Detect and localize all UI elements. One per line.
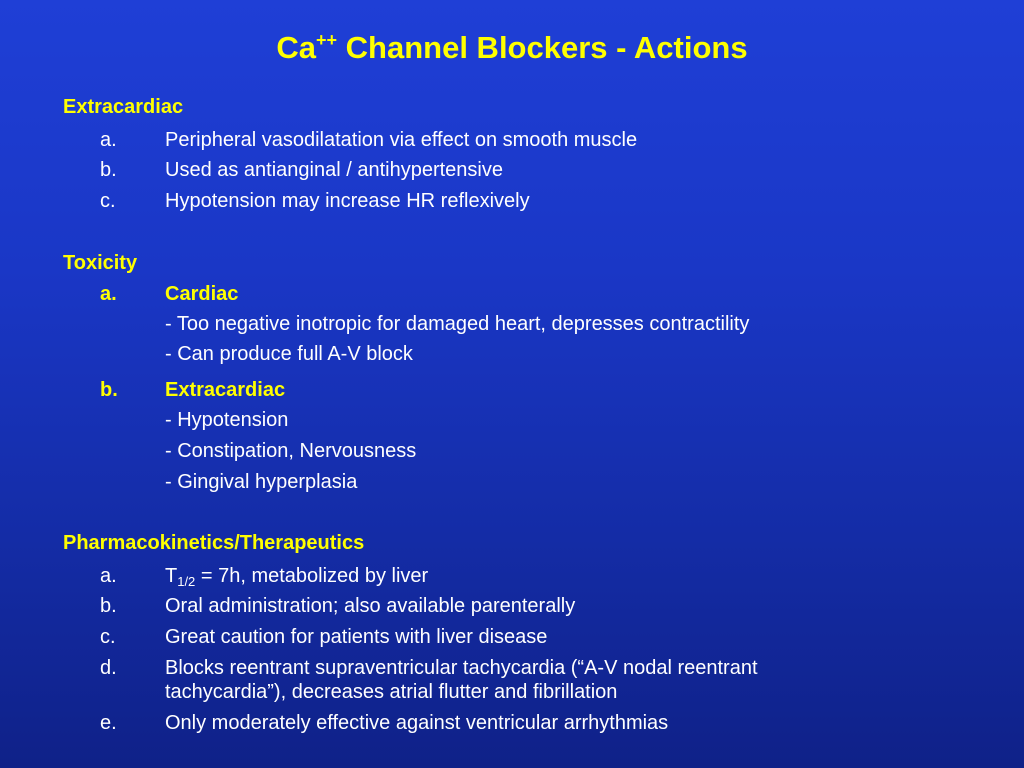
title-prefix: Ca <box>276 30 317 65</box>
extracardiac-heading: Extracardiac <box>63 96 184 118</box>
cardiac-point: - Can produce full A-V block <box>165 343 413 365</box>
half-life-symbol: T <box>165 565 178 587</box>
item-marker: a. <box>100 129 117 151</box>
item-text: Hypotension may increase HR reflexively <box>165 190 530 212</box>
item-marker: d. <box>100 657 117 679</box>
extracardiac-point: - Hypotension <box>165 409 289 431</box>
item-marker: e. <box>100 712 117 734</box>
title-superscript: ++ <box>316 30 338 50</box>
item-text <box>165 564 428 594</box>
item-marker: a. <box>100 283 117 305</box>
title-suffix: Channel Blockers - Actions <box>337 30 748 65</box>
extracardiac-point: - Gingival hyperplasia <box>165 471 358 493</box>
item-text: Used as antianginal / antihypertensive <box>165 159 503 181</box>
item-marker: b. <box>100 595 117 617</box>
item-text: Only moderately effective against ventricular arrhythmias <box>165 712 669 734</box>
cardiac-point: - Too negative inotropic for damaged heart, depresses contractility <box>165 313 750 335</box>
item-marker: c. <box>100 190 116 212</box>
item-marker: b. <box>100 159 117 181</box>
half-life-subscript: 1/2 <box>177 574 196 589</box>
item-label: Extracardiac <box>165 379 286 401</box>
item-marker: b. <box>100 379 118 401</box>
item-label: Cardiac <box>165 283 239 305</box>
item-text-line-2: tachycardia”), decreases atrial flutter and fibrillation <box>165 681 618 703</box>
item-text: Oral administration; also available parenterally <box>165 595 576 617</box>
toxicity-heading: Toxicity <box>63 252 138 274</box>
slide-title <box>0 30 1024 66</box>
item-text-line-1: Blocks reentrant supraventricular tachycardia (“A-V nodal reentrant <box>165 657 758 679</box>
item-text: Peripheral vasodilatation via effect on smooth muscle <box>165 129 638 151</box>
item-marker: a. <box>100 565 117 587</box>
item-text: Great caution for patients with liver disease <box>165 626 548 648</box>
half-life-value: = 7h, metabolized by liver <box>195 565 429 587</box>
extracardiac-point: - Constipation, Nervousness <box>165 440 417 462</box>
item-marker: c. <box>100 626 116 648</box>
pharmacokinetics-heading: Pharmacokinetics/Therapeutics <box>63 532 365 554</box>
